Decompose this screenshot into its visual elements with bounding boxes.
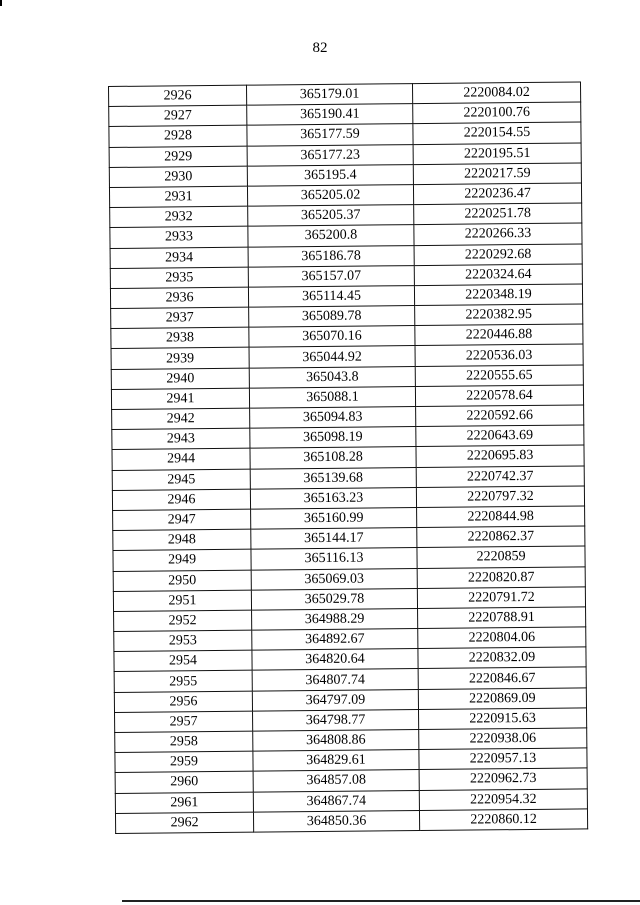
x-coordinate-cell: 364807.74 bbox=[252, 669, 418, 691]
y-coordinate-cell: 2220962.73 bbox=[419, 768, 587, 790]
y-coordinate-cell: 2220938.06 bbox=[419, 728, 587, 750]
x-coordinate-cell: 365157.07 bbox=[248, 265, 414, 287]
point-number-cell: 2934 bbox=[110, 247, 248, 269]
x-coordinate-cell: 365190.41 bbox=[247, 104, 413, 126]
x-coordinate-cell: 365163.23 bbox=[250, 487, 416, 509]
point-number-cell: 2940 bbox=[111, 368, 249, 390]
point-number-cell: 2953 bbox=[114, 630, 252, 652]
y-coordinate-cell: 2220859 bbox=[417, 546, 585, 568]
x-coordinate-cell: 365070.16 bbox=[249, 326, 415, 348]
x-coordinate-cell: 365160.99 bbox=[251, 507, 417, 529]
point-number-cell: 2935 bbox=[110, 267, 248, 289]
point-number-cell: 2961 bbox=[115, 792, 253, 814]
y-coordinate-cell: 2220954.32 bbox=[419, 788, 587, 810]
bottom-rule bbox=[122, 900, 640, 902]
point-number-cell: 2932 bbox=[110, 206, 248, 228]
x-coordinate-cell: 364797.09 bbox=[252, 689, 418, 711]
y-coordinate-cell: 2220217.59 bbox=[413, 163, 581, 185]
x-coordinate-cell: 364857.08 bbox=[253, 770, 419, 792]
y-coordinate-cell: 2220195.51 bbox=[413, 143, 581, 165]
y-coordinate-cell: 2220915.63 bbox=[418, 708, 586, 730]
point-number-cell: 2962 bbox=[115, 812, 253, 834]
point-number-cell: 2928 bbox=[109, 126, 247, 148]
y-coordinate-cell: 2220100.76 bbox=[413, 102, 581, 124]
point-number-cell: 2955 bbox=[114, 671, 252, 693]
point-number-cell: 2960 bbox=[115, 772, 253, 794]
point-number-cell: 2941 bbox=[111, 388, 249, 410]
y-coordinate-cell: 2220536.03 bbox=[415, 344, 583, 366]
y-coordinate-cell: 2220236.47 bbox=[413, 183, 581, 205]
x-coordinate-cell: 365094.83 bbox=[250, 407, 416, 429]
x-coordinate-cell: 365144.17 bbox=[251, 528, 417, 550]
x-coordinate-cell: 365098.19 bbox=[250, 427, 416, 449]
x-coordinate-cell: 365139.68 bbox=[250, 467, 416, 489]
x-coordinate-cell: 365069.03 bbox=[251, 568, 417, 590]
x-coordinate-cell: 365114.45 bbox=[248, 285, 414, 307]
x-coordinate-cell: 365200.8 bbox=[248, 225, 414, 247]
y-coordinate-cell: 2220957.13 bbox=[419, 748, 587, 770]
x-coordinate-cell: 365177.23 bbox=[247, 144, 413, 166]
y-coordinate-cell: 2220820.87 bbox=[417, 566, 585, 588]
x-coordinate-cell: 364850.36 bbox=[253, 810, 419, 832]
x-coordinate-cell: 365186.78 bbox=[248, 245, 414, 267]
table-body bbox=[109, 82, 588, 833]
y-coordinate-cell: 2220860.12 bbox=[419, 809, 587, 831]
y-coordinate-cell: 2220844.98 bbox=[417, 506, 585, 528]
point-number-cell: 2947 bbox=[113, 509, 251, 531]
y-coordinate-cell: 2220797.32 bbox=[416, 486, 584, 508]
y-coordinate-cell: 2220251.78 bbox=[414, 203, 582, 225]
x-coordinate-cell: 365029.78 bbox=[251, 588, 417, 610]
y-coordinate-cell: 2220742.37 bbox=[416, 466, 584, 488]
point-number-cell: 2929 bbox=[109, 146, 247, 168]
point-number-cell: 2959 bbox=[115, 751, 253, 773]
y-coordinate-cell: 2220832.09 bbox=[418, 647, 586, 669]
x-coordinate-cell: 364798.77 bbox=[253, 709, 419, 731]
x-coordinate-cell: 364820.64 bbox=[252, 649, 418, 671]
x-coordinate-cell: 364988.29 bbox=[252, 608, 418, 630]
point-number-cell: 2943 bbox=[112, 428, 250, 450]
y-coordinate-cell: 2220788.91 bbox=[418, 607, 586, 629]
point-number-cell: 2952 bbox=[114, 610, 252, 632]
x-coordinate-cell: 365088.1 bbox=[249, 386, 415, 408]
y-coordinate-cell: 2220804.06 bbox=[418, 627, 586, 649]
x-coordinate-cell: 365205.02 bbox=[247, 185, 413, 207]
x-coordinate-cell: 365205.37 bbox=[248, 205, 414, 227]
x-coordinate-cell: 365179.01 bbox=[246, 84, 412, 106]
point-number-cell: 2950 bbox=[113, 570, 251, 592]
x-coordinate-cell: 365195.4 bbox=[247, 164, 413, 186]
y-coordinate-cell: 2220292.68 bbox=[414, 243, 582, 265]
y-coordinate-cell: 2220643.69 bbox=[416, 425, 584, 447]
x-coordinate-cell: 365043.8 bbox=[249, 366, 415, 388]
point-number-cell: 2944 bbox=[112, 449, 250, 471]
y-coordinate-cell: 2220324.64 bbox=[414, 264, 582, 286]
point-number-cell: 2939 bbox=[111, 348, 249, 370]
y-coordinate-cell: 2220348.19 bbox=[414, 284, 582, 306]
y-coordinate-cell: 2220084.02 bbox=[412, 82, 580, 104]
scan-edge-mark bbox=[0, 0, 2, 6]
point-number-cell: 2957 bbox=[115, 711, 253, 733]
y-coordinate-cell: 2220869.09 bbox=[418, 688, 586, 710]
x-coordinate-cell: 365089.78 bbox=[249, 306, 415, 328]
y-coordinate-cell: 2220578.64 bbox=[415, 385, 583, 407]
x-coordinate-cell: 365116.13 bbox=[251, 548, 417, 570]
x-coordinate-cell: 364808.86 bbox=[253, 730, 419, 752]
x-coordinate-cell: 365108.28 bbox=[250, 447, 416, 469]
point-number-cell: 2933 bbox=[110, 226, 248, 248]
y-coordinate-cell: 2220266.33 bbox=[414, 223, 582, 245]
y-coordinate-cell: 2220382.95 bbox=[415, 304, 583, 326]
point-number-cell: 2958 bbox=[115, 731, 253, 753]
y-coordinate-cell: 2220154.55 bbox=[413, 122, 581, 144]
y-coordinate-cell: 2220846.67 bbox=[418, 667, 586, 689]
y-coordinate-cell: 2220695.83 bbox=[416, 445, 584, 467]
point-number-cell: 2936 bbox=[110, 287, 248, 309]
point-number-cell: 2937 bbox=[111, 307, 249, 329]
y-coordinate-cell: 2220862.37 bbox=[417, 526, 585, 548]
point-number-cell: 2954 bbox=[114, 650, 252, 672]
point-number-cell: 2926 bbox=[109, 85, 247, 107]
x-coordinate-cell: 364867.74 bbox=[253, 790, 419, 812]
point-number-cell: 2930 bbox=[109, 166, 247, 188]
table-row bbox=[115, 809, 587, 834]
x-coordinate-cell: 364829.61 bbox=[253, 750, 419, 772]
y-coordinate-cell: 2220555.65 bbox=[415, 365, 583, 387]
coordinates-table-container bbox=[108, 81, 587, 833]
coordinates-table bbox=[108, 81, 588, 833]
point-number-cell: 2946 bbox=[112, 489, 250, 511]
point-number-cell: 2945 bbox=[112, 469, 250, 491]
point-number-cell: 2942 bbox=[112, 408, 250, 430]
y-coordinate-cell: 2220446.88 bbox=[415, 324, 583, 346]
x-coordinate-cell: 365177.59 bbox=[247, 124, 413, 146]
y-coordinate-cell: 2220791.72 bbox=[417, 587, 585, 609]
point-number-cell: 2938 bbox=[111, 327, 249, 349]
point-number-cell: 2951 bbox=[113, 590, 251, 612]
page-number: 82 bbox=[312, 40, 328, 56]
point-number-cell: 2931 bbox=[109, 186, 247, 208]
point-number-cell: 2949 bbox=[113, 549, 251, 571]
point-number-cell: 2948 bbox=[113, 529, 251, 551]
x-coordinate-cell: 364892.67 bbox=[252, 629, 418, 651]
y-coordinate-cell: 2220592.66 bbox=[416, 405, 584, 427]
x-coordinate-cell: 365044.92 bbox=[249, 346, 415, 368]
point-number-cell: 2927 bbox=[109, 105, 247, 127]
point-number-cell: 2956 bbox=[114, 691, 252, 713]
